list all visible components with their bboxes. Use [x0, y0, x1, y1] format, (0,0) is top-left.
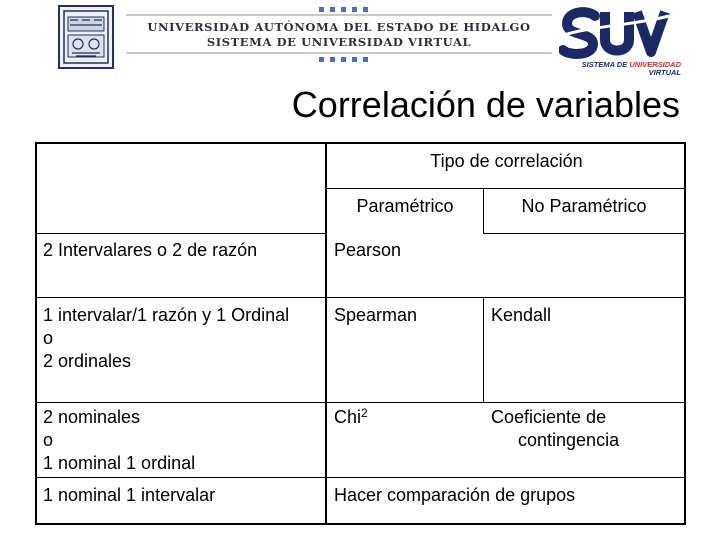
group-header: Tipo de correlación [430, 151, 583, 171]
row2-variables-line2: o [43, 328, 54, 348]
row3-parametric-text: Chi [334, 407, 362, 427]
row3-nonparametric [491, 406, 619, 452]
row1-variables: 2 Intervalares o 2 de razón [43, 240, 258, 260]
banner-rule-top [126, 14, 552, 16]
table-border-bottom [35, 523, 686, 525]
table-border-top [35, 142, 686, 144]
slide-title: Correlación de variables [291, 84, 680, 125]
row3-nonparametric-line1: Coeficiente de [491, 407, 607, 427]
header-banner [0, 0, 720, 82]
university-seal-icon [58, 5, 114, 69]
suv-caption-line2: VIRTUAL [648, 68, 681, 77]
table-divider-row3 [35, 402, 686, 403]
suv-caption-part1: SISTEMA DE [581, 60, 630, 69]
row2-variables-line1: 1 intervalar/1 razón y 1 Ordinal [43, 305, 290, 325]
banner-dots-top [319, 7, 368, 12]
table-divider-group [325, 188, 686, 189]
row3-variables [43, 406, 195, 475]
university-name [126, 20, 552, 50]
suv-logo [559, 6, 709, 80]
row4-variables: 1 nominal 1 intervalar [43, 485, 216, 505]
row3-parametric-superscript: 2 [361, 406, 368, 420]
row4-merged: Hacer comparación de grupos [334, 485, 576, 505]
table-border-right [684, 142, 686, 525]
suv-logo-caption [561, 61, 681, 77]
row3-nonparametric-line2: contingencia [518, 430, 620, 450]
banner-rule-bottom [126, 52, 552, 54]
row2-variables [43, 304, 289, 373]
col-header-parametric: Paramétrico [356, 196, 454, 216]
university-name-line1: UNIVERSIDAD AUTÓNOMA DEL ESTADO DE HIDALGO [147, 20, 531, 34]
university-name-line2: SISTEMA DE UNIVERSIDAD VIRTUAL [206, 35, 472, 49]
col-header-nonparametric: No Paramétrico [521, 196, 647, 216]
table-divider-row2 [35, 297, 686, 298]
row2-nonparametric: Kendall [491, 305, 552, 325]
suv-caption-part2: UNIVERSIDAD [629, 60, 681, 69]
suv-logo-mark-icon [559, 6, 671, 62]
table-divider-header-right [483, 233, 686, 234]
row3-variables-line1: 2 nominales [43, 407, 141, 427]
table-border-left [35, 142, 37, 525]
correlation-table [35, 142, 686, 525]
table-divider-header [35, 233, 327, 234]
table-divider-cols-body [483, 297, 484, 402]
row3-parametric [334, 406, 368, 429]
banner-dots-bottom [319, 57, 368, 62]
row2-variables-line3: 2 ordinales [43, 351, 132, 371]
row1-parametric: Pearson [334, 240, 402, 260]
table-divider-row4 [35, 477, 686, 478]
row3-variables-line2: o [43, 430, 54, 450]
row3-variables-line3: 1 nominal 1 ordinal [43, 453, 196, 473]
row2-parametric: Spearman [334, 305, 418, 325]
